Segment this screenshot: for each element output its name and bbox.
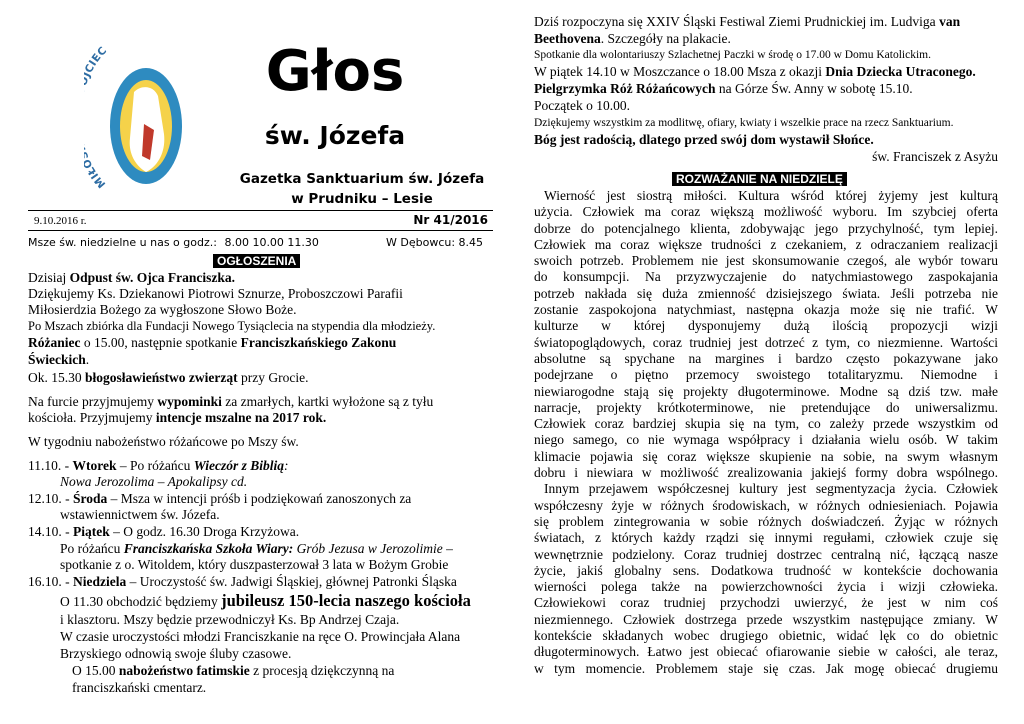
moszczanka-notice: W piątek 14.10 w Moszczance o 18.00 Msza z okazji Dnia Dziecka Utraconego. xyxy=(534,64,976,79)
gazette-line-1: Gazetka Sanktuarium św. Józefa xyxy=(239,171,485,187)
ann-rosary: Różaniec o 15.00, następnie spotkanie Franciszkańskiego Zakonu xyxy=(28,335,397,350)
debowiec-times: W Dębowcu: 8.45 xyxy=(386,236,484,249)
schedule-sunday-fatima-cont: franciszkański cmentarz. xyxy=(72,680,207,695)
ann-thanks-2: Miłosierdzia Bożego za wygłoszone Słowo Boże. xyxy=(28,302,297,317)
reflection-line: wierności polega także na powierzchowności życia i wizji człowieka. xyxy=(534,579,998,595)
sanctuary-logo xyxy=(84,34,204,210)
mercy-jubilee-logo-icon xyxy=(84,34,204,210)
reflection-line: potrzeb nakłada się duża zmienność dzisiejszego świata. Jeśli potrzeba nie xyxy=(534,285,998,301)
masthead-subtitle: św. Józefa xyxy=(264,121,406,150)
reflection-line: Człowiek ma coraz większe trudności z czekaniem, z odraczaniem realizacji xyxy=(534,236,998,252)
reflection-line: kontekście składanych wobec drugiego obietnic, widać lęk co do obietnic xyxy=(534,628,998,644)
reflection-line: współczesny żyje w różnych środowiskach, w różnych odniesieniach. Pojawia xyxy=(534,497,998,513)
reflection-text xyxy=(534,188,998,677)
reflection-line: dobrze do potencjalnego klienta, zdobywając jego przychylność, tym lepiej. xyxy=(534,220,998,236)
festival-notice: Dziś rozpoczyna się XXIV Śląski Festiwal Ziemi Prudnickiej im. Ludviga van xyxy=(534,14,961,29)
schedule-friday-cont-2: spotkanie z o. Witoldem, który duszpasterzował 3 lata w Bożym Grobie xyxy=(60,557,449,572)
schedule-sunday: 16.10. - Niedziela – Uroczystość św. Jadwigi Śląskiej, głównej Patronki Śląska xyxy=(28,574,457,589)
schedule-sunday-jubilee: O 11.30 obchodzić będziemy jubileusz 150-lecia naszego kościoła xyxy=(60,591,471,610)
reflection-line: się problem zintegrowania w sobie różnych doświadczeń. Żyjąc w różnych xyxy=(534,513,998,529)
reflection-line: użycia. Człowiek ma coraz większą możliwość wyboru. Im szybciej oferta xyxy=(534,204,998,220)
issue-date: 9.10.2016 r. xyxy=(34,215,87,227)
schedule-sunday-bishop: i klasztoru. Mszy będzie przewodniczył Ks. Bp Andrzej Czaja. xyxy=(60,612,400,627)
reflection-line: światopoglądowych, coraz trudniej jest dotrzeć z tym, co niezmienne. Wartości xyxy=(534,334,998,350)
issue-number: Nr 41/2016 xyxy=(413,213,488,227)
ann-rosary-cont: Świeckich. xyxy=(28,352,90,367)
reflection-line: kulturze w której dysponujemy dużą ilością propozycji wizji xyxy=(534,318,998,334)
schedule-friday: 14.10. - Piątek – O godz. 16.30 Droga Krzyżowa. xyxy=(28,524,300,539)
reflection-line: niezmiennego. Człowiek dostrzega przede wszystkim następujące zmiany. W xyxy=(534,611,998,627)
schedule-wednesday: 12.10. - Środa – Msza w intencji próśb i podziękowań zanoszonych za xyxy=(28,491,412,506)
reflection-line: Człowiekowi coraz trudniej przychodzi uwierzyć, że jest w nim coś xyxy=(534,595,998,611)
schedule-sunday-vows-1: W czasie uroczystości młodzi Franciszkanie na ręce O. Prowincjała Alana xyxy=(60,629,461,644)
masthead-title: Głos xyxy=(265,39,405,104)
mass-times-line xyxy=(28,236,319,249)
reflection-line: Innym przejawem współczesnej kultury jest segmentyzacja życia. Człowiek xyxy=(544,481,998,497)
reflection-line: Człowiek coraz bardziej skupia się na tym, co zależy przede wszystkim od xyxy=(534,416,998,432)
reflection-line: światach, z których każdy rządzi się innymi regułami, człowiek czuje się xyxy=(534,530,998,546)
reflection-line: życie, jakiś globalny sens. Dodatkowa trudność w kontekście dochowania xyxy=(534,562,998,578)
reflection-line: klimacie pojawia się coraz większe skupienie na sobie, na swym własnym xyxy=(534,448,998,464)
reflection-line: Wierność jest siostrą miłości. Kultura wśród której żyjemy jest kulturą xyxy=(544,188,998,203)
reflection-line: długoterminowych. Łatwo jest obiecać ofiarowanie siebie w całości, ale teraz, xyxy=(534,644,998,660)
reflection-line: dobru i niewiara w możliwość zrealizowania jakiejś formy dobra wspólnego. xyxy=(534,465,998,481)
pilgrimage-start: Początek o 10.00. xyxy=(534,98,630,113)
festival-notice-cont: Beethovena. Szczegóły na plakacie. xyxy=(534,31,731,46)
reflection-line: w tym momencie. Problemem staje się czas. Jak mogę obiecać drugiemu xyxy=(534,660,998,676)
schedule-tuesday-cont: Nowa Jerozolima – Apokalipsy cd. xyxy=(60,474,248,489)
reflection-line: niego samego, co nie wymaga współpracy i działania wielu osób. W takim xyxy=(534,432,998,448)
mass-times: 8.00 10.00 11.30 xyxy=(224,236,319,249)
header-rule-bottom xyxy=(28,230,493,231)
ann-blessing: Ok. 15.30 błogosławieństwo zwierząt przy Grocie. xyxy=(28,370,309,385)
pilgrimage-notice: Pielgrzymka Róż Różańcowych na Górze Św. Anny w sobotę 15.10. xyxy=(534,81,913,96)
reflection-line: swoich potrzeb. Problemem nie jest skonsumowanie czegoś, ale wybór towaru xyxy=(534,253,998,269)
ann-thanks-1: Dziękujemy Ks. Dziekanowi Piotrowi Sznurze, Proboszczowi Parafii xyxy=(28,286,403,301)
schedule-wednesday-cont: wstawiennictwem św. Józefa. xyxy=(60,507,220,522)
schedule-friday-cont: Po różańcu Franciszkańska Szkoła Wiary: Grób Jezusa w Jerozolimie – xyxy=(60,541,453,556)
gazette-line-2: w Prudniku – Lesie xyxy=(291,191,433,207)
reflection-line: narracje, projekty krótkoterminowe, nie pretendujące do uniwersalizmu. xyxy=(534,399,998,415)
reflection-line: wewnętrznie podzielony. Coraz trudniej dostrzec centralną nić, łączącą nasze xyxy=(534,546,998,562)
thanks-notice: Dziękujemy wszystkim za modlitwę, ofiary, kwiaty i wszelkie prace na rzecz Sanktuarium. xyxy=(534,117,954,129)
schedule-tuesday: 11.10. - Wtorek – Po różańcu Wieczór z Biblią: xyxy=(28,458,289,473)
reflection-line: podejrzane o piętno przemocy swoistego totalitaryzmu. Niemodne i xyxy=(534,367,998,383)
reflection-line: do konsumpcji. Na przyzwyczajenie do natychmiastowego zaspokajania xyxy=(534,269,998,285)
reflection-line: absolutne są spychane na margines i bardzo często pokazywane jako xyxy=(534,350,998,366)
header-rule-top xyxy=(28,210,493,211)
reflection-line: zostanie zaspokojona natychmiast, następna okazja może się nie trafić. W xyxy=(534,302,998,318)
quote: Bóg jest radością, dlatego przed swój dom wystawił Słońce. xyxy=(534,132,874,147)
volunteer-notice: Spotkanie dla wolontariuszy Szlachetnej Paczki w środę o 17.00 w Domu Katolickim. xyxy=(534,49,931,61)
reflection-heading: ROZWAŻANIE NA NIEDZIELĘ xyxy=(672,172,847,186)
ann-rosary-week: W tygodniu nabożeństwo różańcowe po Mszy św. xyxy=(28,434,299,449)
quote-author: św. Franciszek z Asyżu xyxy=(872,149,998,164)
announcements-heading: OGŁOSZENIA xyxy=(213,254,300,268)
schedule-sunday-fatima: O 15.00 nabożeństwo fatimskie z procesją dziękczynną na xyxy=(72,663,395,678)
schedule-sunday-vows-2: Brzyskiego odnowią swoje śluby czasowe. xyxy=(60,646,292,661)
ann-odpust: Dzisiaj Odpust św. Ojca Franciszka. xyxy=(28,270,236,285)
logo-arc-text: MIŁ CIEC xyxy=(84,44,110,191)
reflection-line: niewiarogodne stają się projekty długoterminowe. Modne są dziś tzw. małe xyxy=(534,383,998,399)
mass-times-label: Msze św. niedzielne u nas o godz.: xyxy=(28,236,217,249)
ann-collection: Po Mszach zbiórka dla Fundacji Nowego Tysiąclecia na stypendia dla młodzieży. xyxy=(28,319,436,333)
ann-intentions: kościoła. Przyjmujemy intencje mszalne na 2017 rok. xyxy=(28,410,327,425)
ann-wypominki: Na furcie przyjmujemy wypominki za zmarłych, kartki wyłożone są z tyłu xyxy=(28,394,434,409)
